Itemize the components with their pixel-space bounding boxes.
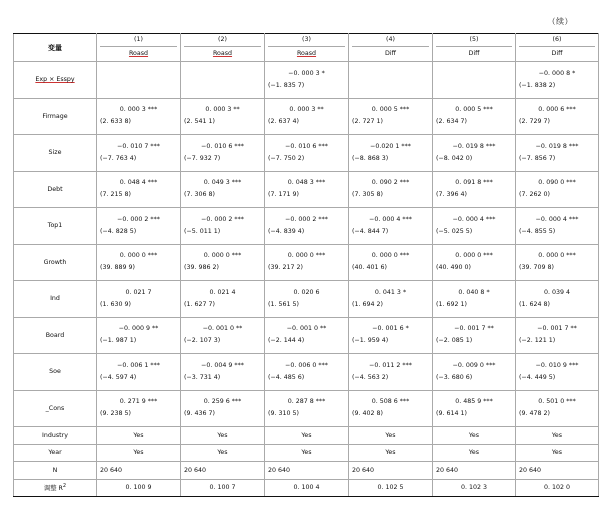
coefficient: 0. 259 6 *** <box>203 398 242 406</box>
t-statistic: (−2. 085 1) <box>436 337 473 345</box>
coefficient-cell <box>97 317 181 354</box>
coefficient-cell <box>265 135 349 172</box>
t-statistic: (9. 402 8) <box>352 410 383 418</box>
coefficient-cell <box>97 62 181 99</box>
t-statistic: (9. 238 5) <box>100 410 131 418</box>
coefficient-cell <box>97 135 181 172</box>
column-number: (3) <box>268 34 345 47</box>
coefficient: −0. 010 7 *** <box>117 142 160 150</box>
coefficient-cell <box>265 244 349 281</box>
coefficient: −0. 004 9 *** <box>201 361 244 369</box>
coefficient-cell <box>181 317 265 354</box>
t-statistic: (2. 637 4) <box>268 118 299 126</box>
coefficient-cell <box>349 135 433 172</box>
value-cell: Yes <box>265 444 349 462</box>
t-statistic: (9. 614 1) <box>436 410 467 418</box>
value-cell: 0. 102 0 <box>516 479 599 497</box>
coefficient-cell <box>516 62 599 99</box>
t-statistic: (39. 889 9) <box>100 264 135 272</box>
t-statistic: (−4. 828 5) <box>100 227 137 235</box>
coefficient: −0. 001 0 ** <box>286 325 327 333</box>
coefficient: −0. 000 2 *** <box>117 215 160 223</box>
coefficient: −0. 011 2 *** <box>369 361 412 369</box>
coefficient-cell <box>433 281 516 318</box>
coefficient: 0. 021 4 <box>209 288 236 296</box>
table-row <box>14 135 599 172</box>
variable-name: Exp × Esspy <box>14 62 97 99</box>
t-statistic: (39. 217 2) <box>268 264 303 272</box>
adjusted-r2-row <box>14 479 599 497</box>
table-row <box>14 98 599 135</box>
variable-name: Top1 <box>14 208 97 245</box>
t-statistic: (−7. 856 7) <box>519 154 556 162</box>
coefficient: 0. 000 3 ** <box>289 106 324 114</box>
coefficient: 0. 000 0 *** <box>287 252 326 260</box>
coefficient: 0. 508 6 *** <box>371 398 410 406</box>
coefficient: −0. 000 4 *** <box>369 215 412 223</box>
coefficient-cell <box>433 98 516 135</box>
coefficient: 0. 020 6 <box>293 288 320 296</box>
coefficient-cell <box>181 244 265 281</box>
t-statistic: (9. 478 2) <box>519 410 550 418</box>
coefficient: 0. 000 0 *** <box>119 252 158 260</box>
value-cell: Yes <box>181 444 265 462</box>
column-header <box>181 34 265 62</box>
coefficient: −0. 010 9 *** <box>535 361 579 369</box>
coefficient-cell <box>433 317 516 354</box>
coefficient-cell <box>265 208 349 245</box>
coefficient: −0. 000 4 *** <box>535 215 579 223</box>
value-cell: Yes <box>349 444 433 462</box>
t-statistic: (−2. 107 3) <box>184 337 221 345</box>
coefficient-cell <box>349 244 433 281</box>
t-statistic: (−4. 844 7) <box>352 227 389 235</box>
coefficient-cell <box>433 354 516 391</box>
coefficient-cell <box>433 171 516 208</box>
coefficient: −0. 000 2 *** <box>285 215 328 223</box>
t-statistic: (−4. 485 6) <box>268 373 305 381</box>
column-header <box>97 34 181 62</box>
coefficient-cell <box>181 281 265 318</box>
value-cell: Yes <box>433 427 516 445</box>
value-cell: Yes <box>516 427 599 445</box>
coefficient-cell <box>265 354 349 391</box>
t-statistic: (2. 633 8) <box>100 118 131 126</box>
table-row <box>14 208 599 245</box>
t-statistic: (7. 305 8) <box>352 191 383 199</box>
coefficient-cell <box>516 354 599 391</box>
coefficient-cell <box>433 62 516 99</box>
coefficient-cell <box>265 98 349 135</box>
t-statistic: (7. 306 8) <box>184 191 215 199</box>
coefficient: 0. 090 0 *** <box>538 179 576 187</box>
t-statistic: (1. 624 8) <box>519 300 550 308</box>
table-row <box>14 281 599 318</box>
coefficient: −0. 006 0 *** <box>285 361 328 369</box>
t-statistic: (1. 692 1) <box>436 300 467 308</box>
variable-name: Size <box>14 135 97 172</box>
row-label <box>14 462 97 480</box>
value-cell: 20 640 <box>97 462 181 480</box>
dependent-variable: Roasd <box>296 50 317 57</box>
coefficient-cell <box>97 244 181 281</box>
value-cell: Yes <box>265 427 349 445</box>
coefficient-cell <box>516 135 599 172</box>
t-statistic: (−7. 750 2) <box>268 154 305 162</box>
t-statistic: (2. 729 7) <box>519 118 550 126</box>
coefficient: −0. 000 4 *** <box>452 215 496 223</box>
coefficient: 0. 000 6 *** <box>538 106 576 114</box>
coefficient: −0. 000 3 * <box>288 69 325 77</box>
coefficient-cell <box>516 244 599 281</box>
t-statistic: (−4. 449 5) <box>519 373 556 381</box>
coefficient-cell <box>516 98 599 135</box>
table-row <box>14 317 599 354</box>
t-statistic: (1. 630 9) <box>100 300 131 308</box>
coefficient: −0. 000 2 *** <box>201 215 244 223</box>
t-statistic: (−4. 563 2) <box>352 373 389 381</box>
column-number: (6) <box>519 34 595 47</box>
coefficient-cell <box>516 208 599 245</box>
value-cell: 0. 102 5 <box>349 479 433 497</box>
t-statistic: (2. 727 1) <box>352 118 383 126</box>
dependent-variable: Diff <box>468 50 480 57</box>
coefficient: −0. 009 0 *** <box>452 361 496 369</box>
t-statistic: (2. 541 1) <box>184 118 215 126</box>
coefficient: 0. 000 0 *** <box>203 252 242 260</box>
coefficient: −0. 000 9 ** <box>118 325 159 333</box>
column-header <box>433 34 516 62</box>
value-cell: Yes <box>97 427 181 445</box>
coefficient-cell <box>349 171 433 208</box>
t-statistic: (−3. 731 4) <box>184 373 221 381</box>
coefficient: 0. 000 3 ** <box>205 106 240 114</box>
t-statistic: (−1. 987 1) <box>100 337 137 345</box>
table-row <box>14 244 599 281</box>
coefficient: 0. 271 9 *** <box>119 398 158 406</box>
coefficient-cell <box>433 244 516 281</box>
t-statistic: (−7. 932 7) <box>184 154 221 162</box>
regression-table <box>13 33 599 497</box>
value-cell: Yes <box>97 444 181 462</box>
t-statistic: (−4. 855 5) <box>519 227 556 235</box>
coefficient: 0. 000 5 *** <box>455 106 493 114</box>
t-statistic: (7. 171 9) <box>268 191 299 199</box>
t-statistic: (2. 634 7) <box>436 118 467 126</box>
coefficient-cell <box>516 171 599 208</box>
coefficient: −0. 006 1 *** <box>117 361 160 369</box>
value-cell: 20 640 <box>349 462 433 480</box>
coefficient: 0. 485 9 *** <box>455 398 493 406</box>
coefficient-cell <box>97 208 181 245</box>
coefficient: 0. 287 8 *** <box>287 398 326 406</box>
t-statistic: (−1. 838 2) <box>519 81 556 89</box>
coefficient-cell <box>181 98 265 135</box>
coefficient-cell <box>433 135 516 172</box>
coefficient: 0. 049 3 *** <box>203 179 242 187</box>
coefficient: −0. 010 6 *** <box>201 142 244 150</box>
column-number: (5) <box>436 34 512 47</box>
variable-name: _Cons <box>14 390 97 427</box>
coefficient-cell <box>181 62 265 99</box>
t-statistic: (1. 694 2) <box>352 300 383 308</box>
coefficient: 0. 000 0 *** <box>371 252 410 260</box>
coefficient-cell <box>433 208 516 245</box>
value-cell: 20 640 <box>433 462 516 480</box>
value-cell: 20 640 <box>265 462 349 480</box>
coefficient-cell <box>349 98 433 135</box>
variable-name: Board <box>14 317 97 354</box>
coefficient: −0. 019 8 *** <box>452 142 496 150</box>
coefficient: 0. 000 5 *** <box>371 106 410 114</box>
variable-name: Soe <box>14 354 97 391</box>
t-statistic: (39. 709 8) <box>519 264 554 272</box>
coefficient-cell <box>97 98 181 135</box>
t-statistic: (9. 436 7) <box>184 410 215 418</box>
coefficient: 0. 021 7 <box>125 288 152 296</box>
coefficient: 0. 090 2 *** <box>371 179 410 187</box>
table-row <box>14 390 599 427</box>
coefficient-cell <box>516 317 599 354</box>
dependent-variable: Roasd <box>128 50 149 57</box>
t-statistic: (9. 310 5) <box>268 410 299 418</box>
table-row <box>14 171 599 208</box>
coefficient: −0. 001 0 ** <box>202 325 243 333</box>
coefficient-cell <box>181 390 265 427</box>
t-statistic: (−8. 042 0) <box>436 154 473 162</box>
t-statistic: (7. 215 8) <box>100 191 131 199</box>
coefficient-cell <box>265 281 349 318</box>
coefficient-cell <box>433 390 516 427</box>
t-statistic: (1. 561 5) <box>268 300 299 308</box>
dependent-variable: Roasd <box>212 50 233 57</box>
t-statistic: (−2. 121 1) <box>519 337 556 345</box>
value-cell: 20 640 <box>181 462 265 480</box>
coefficient-cell <box>97 171 181 208</box>
variable-header: 变量 <box>14 34 97 62</box>
coefficient-cell <box>349 354 433 391</box>
table-row <box>14 62 599 99</box>
value-cell: Yes <box>433 444 516 462</box>
continued-label: （续） <box>547 17 573 26</box>
t-statistic: (40. 490 0) <box>436 264 471 272</box>
coefficient-cell <box>349 317 433 354</box>
t-statistic: (1. 627 7) <box>184 300 215 308</box>
coefficient: 0. 000 0 *** <box>455 252 493 260</box>
coefficient: −0. 001 6 * <box>372 325 409 333</box>
column-header <box>516 34 599 62</box>
coefficient: 0. 039 4 <box>543 288 571 296</box>
header-row <box>14 34 599 62</box>
coefficient-cell <box>181 135 265 172</box>
coefficient: −0. 001 7 ** <box>537 325 577 333</box>
coefficient: 0. 041 3 * <box>374 288 407 296</box>
coefficient-cell <box>349 281 433 318</box>
row-label <box>14 479 97 497</box>
coefficient-cell <box>265 390 349 427</box>
value-cell: 0. 100 7 <box>181 479 265 497</box>
column-number: (1) <box>100 34 177 47</box>
coefficient: 0. 000 0 *** <box>538 252 576 260</box>
coefficient-cell <box>516 281 599 318</box>
variable-name: Growth <box>14 244 97 281</box>
column-header <box>265 34 349 62</box>
t-statistic: (−1. 959 4) <box>352 337 389 345</box>
coefficient: −0. 010 6 *** <box>285 142 328 150</box>
value-cell: 0. 100 4 <box>265 479 349 497</box>
coefficient: 0. 501 0 *** <box>538 398 576 406</box>
variable-name: Debt <box>14 171 97 208</box>
variable-name: Ind <box>14 281 97 318</box>
coefficient-cell <box>181 208 265 245</box>
coefficient-cell <box>265 317 349 354</box>
coefficient: 0. 000 3 *** <box>119 106 158 114</box>
t-statistic: (−7. 763 4) <box>100 154 137 162</box>
table-row <box>14 354 599 391</box>
value-cell: Yes <box>181 427 265 445</box>
t-statistic: (−1. 835 7) <box>268 81 305 89</box>
coefficient-cell <box>181 171 265 208</box>
coefficient: 0. 048 4 *** <box>119 179 158 187</box>
dependent-variable: Diff <box>551 50 563 57</box>
t-statistic: (39. 986 2) <box>184 264 219 272</box>
coefficient: 0. 040 8 * <box>458 288 490 296</box>
coefficient: −0. 001 7 ** <box>454 325 494 333</box>
t-statistic: (−5. 025 5) <box>436 227 473 235</box>
value-cell: 20 640 <box>516 462 599 480</box>
value-cell: Yes <box>349 427 433 445</box>
column-number: (4) <box>352 34 429 47</box>
coefficient-cell <box>265 62 349 99</box>
coefficient-cell <box>265 171 349 208</box>
value-cell: 0. 100 9 <box>97 479 181 497</box>
coefficient-cell <box>181 354 265 391</box>
coefficient: 0. 048 3 *** <box>287 179 326 187</box>
coefficient-cell <box>97 390 181 427</box>
t-statistic: (−3. 680 6) <box>436 373 473 381</box>
row-label <box>14 427 97 445</box>
value-cell: Yes <box>516 444 599 462</box>
coefficient: −0.020 1 *** <box>370 142 411 150</box>
t-statistic: (−4. 597 4) <box>100 373 137 381</box>
row-label-text: 调整 R <box>43 485 63 493</box>
n-row <box>14 462 599 480</box>
t-statistic: (−2. 144 4) <box>268 337 305 345</box>
t-statistic: (−5. 011 1) <box>184 227 221 235</box>
t-statistic: (−4. 839 4) <box>268 227 305 235</box>
coefficient-cell <box>349 390 433 427</box>
column-header <box>349 34 433 62</box>
coefficient: 0. 091 8 *** <box>455 179 493 187</box>
t-statistic: (−8. 868 3) <box>352 154 389 162</box>
industry-row <box>14 427 599 445</box>
row-label-text: Industry <box>42 431 68 439</box>
coefficient: −0. 000 8 * <box>538 69 576 77</box>
coefficient-cell <box>516 390 599 427</box>
column-number: (2) <box>184 34 261 47</box>
t-statistic: (40. 401 6) <box>352 264 387 272</box>
coefficient-cell <box>97 354 181 391</box>
coefficient-cell <box>349 62 433 99</box>
row-label-text: N <box>52 466 58 474</box>
coefficient-cell <box>97 281 181 318</box>
row-label <box>14 444 97 462</box>
coefficient-cell <box>349 208 433 245</box>
variable-name: Firmage <box>14 98 97 135</box>
t-statistic: (7. 396 4) <box>436 191 467 199</box>
year-row <box>14 444 599 462</box>
row-label-text: Year <box>48 449 62 457</box>
superscript: 2 <box>62 483 67 490</box>
dependent-variable: Diff <box>385 50 396 57</box>
t-statistic: (7. 262 0) <box>519 191 550 199</box>
coefficient: −0. 019 8 *** <box>535 142 579 150</box>
value-cell: 0. 102 3 <box>433 479 516 497</box>
